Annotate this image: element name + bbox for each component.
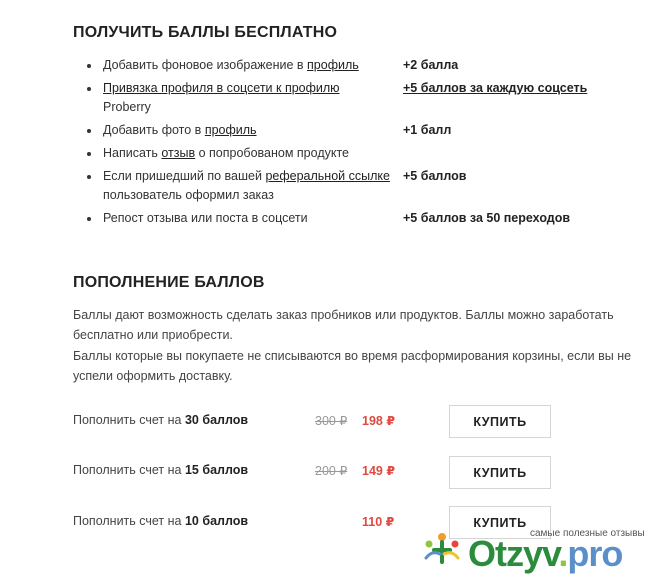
watermark-brand: [468, 533, 622, 575]
old-price: 300 ₽: [315, 414, 348, 428]
offer-label: [73, 463, 248, 477]
item-text-pre: Написать: [103, 146, 162, 160]
list-item: [87, 209, 647, 232]
new-price: 110 ₽: [362, 515, 395, 529]
item-text-post: пользователь оформил заказ: [103, 188, 274, 202]
social-link[interactable]: Привязка профиля в соцсети к профилю: [103, 81, 340, 95]
watermark: [420, 520, 650, 578]
item-text: [103, 79, 393, 117]
buy-button[interactable]: КУПИТЬ: [449, 456, 551, 489]
topup-note: Баллы которые вы покупаете не списываются во время расформирования корзины, если вы не успели оформить доставку.: [73, 349, 632, 383]
offer-amount: 10 баллов: [184, 514, 249, 528]
item-text: [103, 121, 393, 140]
brand-part: Otz: [468, 533, 523, 574]
free-points-list: [87, 56, 647, 232]
list-item: [87, 167, 647, 209]
topup-description: Баллы дают возможность сделать заказ пробников или продуктов. Баллы можно заработать бесплатно или приобрести.: [73, 308, 614, 342]
watermark-tagline: самые полезные отзывы: [530, 528, 645, 539]
bullet-icon: [87, 87, 91, 91]
offer-label-text: Пополнить счет на: [73, 514, 185, 528]
profile-link[interactable]: профиль: [307, 58, 359, 72]
item-text: [103, 144, 403, 163]
bullet-icon: [87, 175, 91, 179]
bullet-icon: [87, 129, 91, 133]
buy-button[interactable]: КУПИТЬ: [449, 405, 551, 438]
brand-part: y: [523, 533, 543, 574]
list-item: [87, 56, 647, 79]
item-reward: +1 балл: [403, 123, 452, 137]
offer-label-text: Пополнить счет на: [73, 463, 185, 477]
item-reward: +2 балла: [403, 58, 459, 72]
list-item: [87, 121, 647, 144]
item-text: [103, 56, 393, 75]
item-reward: +5 баллов за 50 переходов: [403, 211, 571, 225]
offer-label: [73, 413, 248, 427]
item-reward: +5 баллов: [403, 169, 467, 183]
topup-title: ПОПОЛНЕНИЕ БАЛЛОВ: [73, 274, 265, 291]
brand-part: pro: [567, 533, 623, 574]
item-text-pre: Добавить фото в: [103, 123, 205, 137]
buy-button[interactable]: КУПИТЬ: [449, 506, 551, 539]
people-leaves-icon: [420, 528, 464, 572]
item-reward[interactable]: +5 баллов за каждую соцсеть: [403, 81, 588, 95]
item-text-post: Proberry: [103, 100, 151, 114]
referral-link[interactable]: реферальной ссылке: [265, 169, 390, 183]
item-text-pre: Добавить фоновое изображение в: [103, 58, 308, 72]
bullet-icon: [87, 217, 91, 221]
offer-amount: 15 баллов: [184, 463, 249, 477]
new-price: 198 ₽: [362, 414, 396, 428]
free-points-title: ПОЛУЧИТЬ БАЛЛЫ БЕСПЛАТНО: [73, 24, 338, 41]
new-price: 149 ₽: [362, 464, 396, 478]
item-text-pre: Если пришедший по вашей: [103, 169, 266, 183]
review-link[interactable]: отзыв: [161, 146, 196, 160]
item-text-post: о попробованом продукте: [195, 146, 350, 160]
brand-part: v: [542, 533, 559, 574]
offer-label-text: Пополнить счет на: [73, 413, 185, 427]
profile-link[interactable]: профиль: [204, 123, 257, 137]
bullet-icon: [87, 152, 91, 156]
offer-amount: 30 баллов: [184, 413, 249, 427]
old-price: 200 ₽: [315, 464, 348, 478]
item-text: [103, 167, 408, 205]
offer-label: [73, 514, 248, 528]
list-item: [87, 79, 647, 121]
item-text: Репост отзыва или поста в соцсети: [103, 211, 308, 225]
list-item: [87, 144, 647, 167]
brand-part: .: [558, 533, 568, 574]
bullet-icon: [87, 64, 91, 68]
